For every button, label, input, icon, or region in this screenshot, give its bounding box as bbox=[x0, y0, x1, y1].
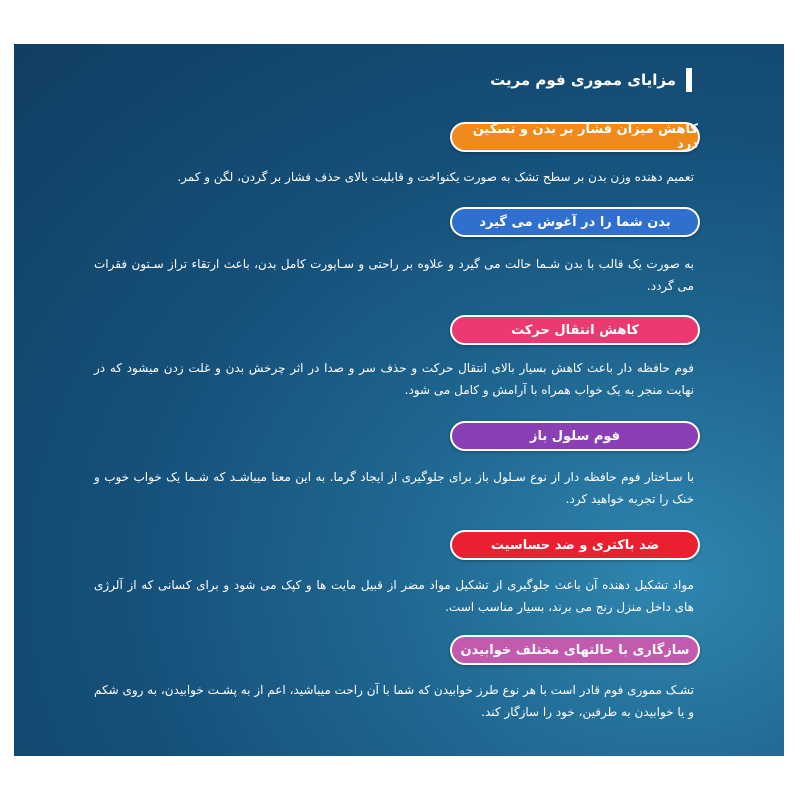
panel-header bbox=[490, 68, 692, 92]
feature-title-pill: فوم سلول باز bbox=[450, 421, 700, 451]
feature-description: فوم حافظه دار باعث کاهش بسیار بالای انتقال حرکت و حذف سر و صدا در اثر چرخش بدن و غلت زدن میشود که در نهایت منجر به یک خواب همراه با آرامش و کامل می شود. bbox=[94, 361, 694, 397]
feature-description: تشـک مموری فوم قادر است با هر نوع طرز خوابیدن که شما با آن راحت میباشید، اعم از به پشـت خوابیدن، به روی شکم و یا خوابیدن به طرفین، خود را سازگار کند. bbox=[94, 683, 694, 719]
feature-title-pill: ضد باکتری و ضد حساسیت bbox=[450, 530, 700, 560]
feature-description: تعمیم دهنده وزن بدن بر سطح تشک به صورت یکنواخت و قابلیت بالای حذف فشار بر گردن، لگن و کمر. bbox=[177, 170, 694, 184]
feature-title-pill: کاهش انتقال حرکت bbox=[450, 315, 700, 345]
feature-description: مواد تشکیل دهنده آن باعث جلوگیری از تشکیل مواد مضر از قبیل مایت ها و کپک می شود و برای کسانی که از آلرژی های داخل منزل رنج می برند، بسیار مناسب است. bbox=[94, 578, 694, 614]
header-accent-bar bbox=[686, 68, 692, 92]
page-title: مزایای مموری فوم مریت bbox=[490, 71, 676, 89]
feature-title-pill: سازگاری با حالتهای مختلف خوابیدن bbox=[450, 635, 700, 665]
feature-description: به صورت یک قالب با بدن شـما حالت می گیرد و علاوه بر راحتی و سـاپورت کامل بدن، باعث ارتقاء تراز سـتون فقرات می گردد. bbox=[94, 257, 694, 293]
feature-description: با سـاختار فوم حافظه دار از نوع سـلول باز برای جلوگیری از ایجاد گرما. به این معنا میباشـد که شـما یک خواب خوب و خنک را تجربه خواهید کرد. bbox=[94, 470, 694, 506]
feature-title-pill: کاهش میزان فشار بر بدن و تسکین درد bbox=[450, 122, 700, 152]
feature-title-pill: بدن شما را در آغوش می گیرد bbox=[450, 207, 700, 237]
features-panel bbox=[14, 44, 784, 756]
